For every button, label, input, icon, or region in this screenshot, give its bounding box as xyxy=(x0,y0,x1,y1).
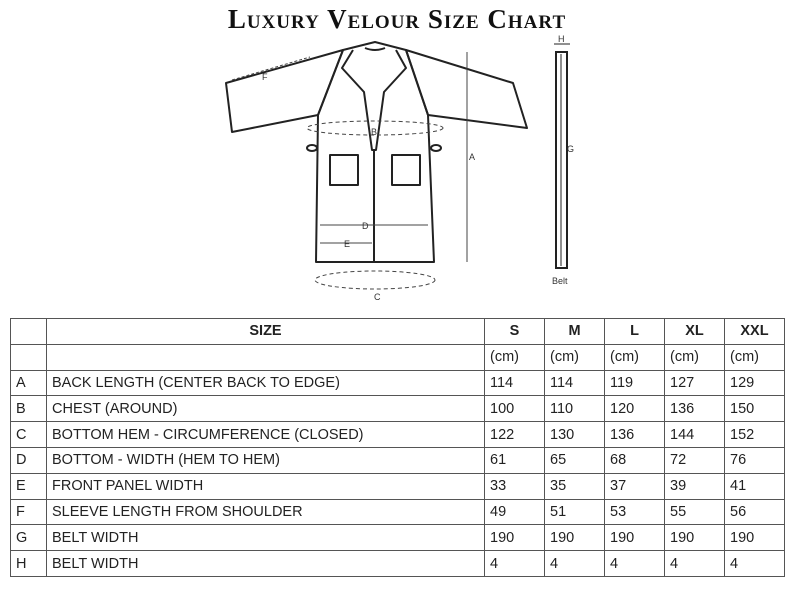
size-value-cell: 190 xyxy=(665,525,725,551)
size-value-cell: 4 xyxy=(665,551,725,577)
row-code: A xyxy=(11,370,47,396)
row-label: BOTTOM HEM - CIRCUMFERENCE (CLOSED) xyxy=(47,422,485,448)
row-label: BELT WIDTH xyxy=(47,551,485,577)
size-value-cell: 4 xyxy=(545,551,605,577)
unit-cell: (cm) xyxy=(605,344,665,370)
row-code: F xyxy=(11,499,47,525)
size-value-cell: 150 xyxy=(725,396,785,422)
row-code: E xyxy=(11,473,47,499)
size-value-cell: 37 xyxy=(605,473,665,499)
row-label: SLEEVE LENGTH FROM SHOULDER xyxy=(47,499,485,525)
size-value-cell: 68 xyxy=(605,447,665,473)
table-row xyxy=(11,396,785,422)
table-row xyxy=(11,551,785,577)
table-row xyxy=(11,422,785,448)
page-title: Luxury Velour Size Chart xyxy=(227,4,567,34)
size-value-cell: 120 xyxy=(605,396,665,422)
size-value-cell: 144 xyxy=(665,422,725,448)
size-value-cell: 65 xyxy=(545,447,605,473)
size-value-cell: 51 xyxy=(545,499,605,525)
measure-lines xyxy=(232,52,467,289)
size-value-cell: 49 xyxy=(485,499,545,525)
size-value-cell: 114 xyxy=(545,370,605,396)
label-e: E xyxy=(344,239,351,249)
size-value-cell: 122 xyxy=(485,422,545,448)
robe-outline xyxy=(226,42,527,262)
size-value-cell: 4 xyxy=(485,551,545,577)
size-value-cell: 190 xyxy=(485,525,545,551)
row-label: CHEST (AROUND) xyxy=(47,396,485,422)
size-value-cell: 41 xyxy=(725,473,785,499)
unit-cell: (cm) xyxy=(725,344,785,370)
unit-cell: (cm) xyxy=(665,344,725,370)
belt-caption: Belt xyxy=(552,276,568,286)
size-m-header: M xyxy=(545,319,605,345)
table-row xyxy=(11,499,785,525)
size-value-cell: 76 xyxy=(725,447,785,473)
row-label: FRONT PANEL WIDTH xyxy=(47,473,485,499)
size-table-body xyxy=(11,319,785,577)
row-label: BOTTOM - WIDTH (HEM TO HEM) xyxy=(47,447,485,473)
table-row xyxy=(11,447,785,473)
unit-cell: (cm) xyxy=(545,344,605,370)
row-code: G xyxy=(11,525,47,551)
size-xxl-header: XXL xyxy=(725,319,785,345)
label-f: F xyxy=(262,72,268,82)
size-value-cell: 110 xyxy=(545,396,605,422)
row-label: BACK LENGTH (CENTER BACK TO EDGE) xyxy=(47,370,485,396)
header-label-cell: SIZE xyxy=(47,319,485,345)
size-value-cell: 129 xyxy=(725,370,785,396)
table-row xyxy=(11,473,785,499)
size-l-header: L xyxy=(605,319,665,345)
table-row xyxy=(11,525,785,551)
unit-cell: (cm) xyxy=(485,344,545,370)
unit-row xyxy=(11,344,785,370)
label-b: B xyxy=(371,127,378,137)
unit-label-cell xyxy=(47,344,485,370)
belt-drawing xyxy=(554,44,570,268)
size-value-cell: 136 xyxy=(605,422,665,448)
size-value-cell: 114 xyxy=(485,370,545,396)
label-g: G xyxy=(567,144,575,154)
row-code: D xyxy=(11,447,47,473)
row-code: B xyxy=(11,396,47,422)
size-s-header: S xyxy=(485,319,545,345)
size-value-cell: 39 xyxy=(665,473,725,499)
size-value-cell: 119 xyxy=(605,370,665,396)
size-value-cell: 56 xyxy=(725,499,785,525)
size-value-cell: 190 xyxy=(605,525,665,551)
label-h: H xyxy=(558,34,565,44)
size-value-cell: 61 xyxy=(485,447,545,473)
row-label: BELT WIDTH xyxy=(47,525,485,551)
size-value-cell: 190 xyxy=(725,525,785,551)
size-value-cell: 100 xyxy=(485,396,545,422)
size-value-cell: 136 xyxy=(665,396,725,422)
header-code-cell xyxy=(11,319,47,345)
size-value-cell: 152 xyxy=(725,422,785,448)
size-value-cell: 190 xyxy=(545,525,605,551)
size-value-cell: 72 xyxy=(665,447,725,473)
label-a: A xyxy=(469,152,476,162)
size-value-cell: 4 xyxy=(605,551,665,577)
label-c: C xyxy=(374,292,381,302)
label-d: D xyxy=(362,221,369,231)
size-xl-header: XL xyxy=(665,319,725,345)
header-row xyxy=(11,319,785,345)
size-value-cell: 127 xyxy=(665,370,725,396)
size-value-cell: 4 xyxy=(725,551,785,577)
row-code: C xyxy=(11,422,47,448)
size-table xyxy=(10,318,785,577)
size-value-cell: 35 xyxy=(545,473,605,499)
size-value-cell: 55 xyxy=(665,499,725,525)
size-value-cell: 130 xyxy=(545,422,605,448)
table-row xyxy=(11,370,785,396)
unit-code-cell xyxy=(11,344,47,370)
size-value-cell: 53 xyxy=(605,499,665,525)
row-code: H xyxy=(11,551,47,577)
size-value-cell: 33 xyxy=(485,473,545,499)
